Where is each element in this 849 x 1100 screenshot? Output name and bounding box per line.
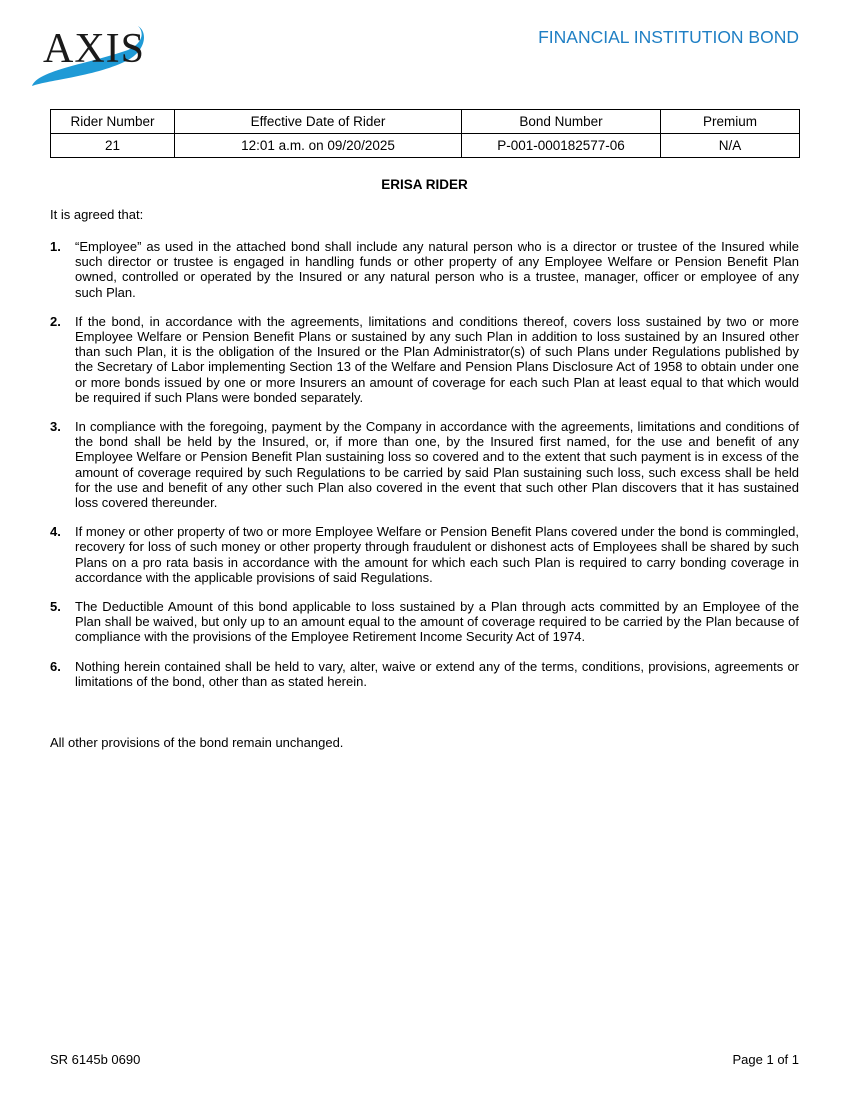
clause-number: 1. (50, 239, 61, 254)
clause-list (50, 239, 799, 703)
bond-number-value: P-001-000182577-06 (462, 134, 661, 158)
clause-text: In compliance with the foregoing, payment by the Company in accordance with the agreements, limitations and conditions of the bond shall be held by the Insured, or, if more than one, by the Insured first named, for the use and benefit of any Employee Welfare or Pension Benefit Plan sustaining loss so covered and to the extent that such payment is in excess of the amount of coverage required by such Regulations to be carried by said Plan sustaining such loss, such excess shall be held for the use and benefit of any other such Plan also covered in the event that such other Plan discovers that it has sustained loss covered thereunder. (75, 419, 799, 511)
rider-number-value: 21 (51, 134, 175, 158)
header-premium: Premium (661, 110, 800, 134)
clause-number: 4. (50, 524, 61, 540)
clause-text: The Deductible Amount of this bond applicable to loss sustained by a Plan through acts committed by an Employee of the Plan shall be waived, but only up to an amount equal to the amount of coverage required to be carried by the Plan because of compliance with the provisions of the Employee Retirement Income Security Act of 1974. (75, 599, 799, 645)
header-rider-number: Rider Number (51, 110, 175, 134)
clause-number: 2. (50, 313, 61, 329)
clause-5 (50, 599, 799, 645)
rider-title: ERISA RIDER (381, 177, 468, 192)
intro-text: It is agreed that: (50, 207, 144, 222)
clause-number: 6. (50, 658, 61, 674)
table-header-row (51, 110, 800, 134)
clause-text: If money or other property of two or more Employee Welfare or Pension Benefit Plans covered under the bond is commingled, recovery for loss of such money or other property through fraudulent or dishonest acts of Employees shall be shared by such Plans on a pro rata basis in accordance with the amount for which each such Plan is required to carry bonding coverage in accordance with the applicable provisions of said Regulations. (75, 524, 799, 585)
clause-6 (50, 659, 799, 689)
clause-text: Nothing herein contained shall be held to vary, alter, waive or extend any of the terms, conditions, provisions, agreements or limitations of the bond, other than as stated herein. (75, 658, 799, 689)
clause-text: If the bond, in accordance with the agreements, limitations and conditions thereof, covers loss sustained by two or more Employee Welfare or Pension Benefit Plans or sustained by any such Plan in addition to loss sustained by an Insured other than such Plan, it is the obligation of the Insured or the Plan Administrator(s) of such Plans under Regulations published by the Secretary of Labor implementing Section 13 of the Welfare and Pension Plans Disclosure Act of 1958 to obtain under one or more bonds issued by one or more Insurers an amount of coverage for each such Plan at least equal to that which would be required if such Plans were bonded separately. (75, 313, 799, 405)
document-header-title: FINANCIAL INSTITUTION BOND (538, 27, 799, 47)
clause-1 (50, 239, 799, 300)
effective-date-value: 12:01 a.m. on 09/20/2025 (175, 134, 462, 158)
clause-2 (50, 314, 799, 405)
header-effective-date: Effective Date of Rider (175, 110, 462, 134)
closing-statement: All other provisions of the bond remain unchanged. (50, 735, 344, 750)
form-number: SR 6145b 0690 (50, 1052, 141, 1067)
clause-number: 3. (50, 419, 61, 435)
premium-value: N/A (661, 134, 800, 158)
page-number: Page 1 of 1 (732, 1052, 799, 1067)
logo-text: AXIS (43, 26, 146, 72)
clause-text: “Employee” as used in the attached bond shall include any natural person who is a director or trustee of the Insured while such director or trustee is engaged in handling funds or other property of any Employee Welfare or Pension Benefit Plan owned, controlled or operated by the Insured or any natural person who is a trustee, manager, officer or employee of any such Plan. (75, 239, 799, 300)
table-row (51, 134, 800, 158)
clause-number: 5. (50, 599, 61, 615)
header-bond-number: Bond Number (462, 110, 661, 134)
rider-info-table (50, 109, 800, 158)
axis-logo (28, 20, 150, 94)
clause-3 (50, 419, 799, 510)
clause-4 (50, 524, 799, 585)
